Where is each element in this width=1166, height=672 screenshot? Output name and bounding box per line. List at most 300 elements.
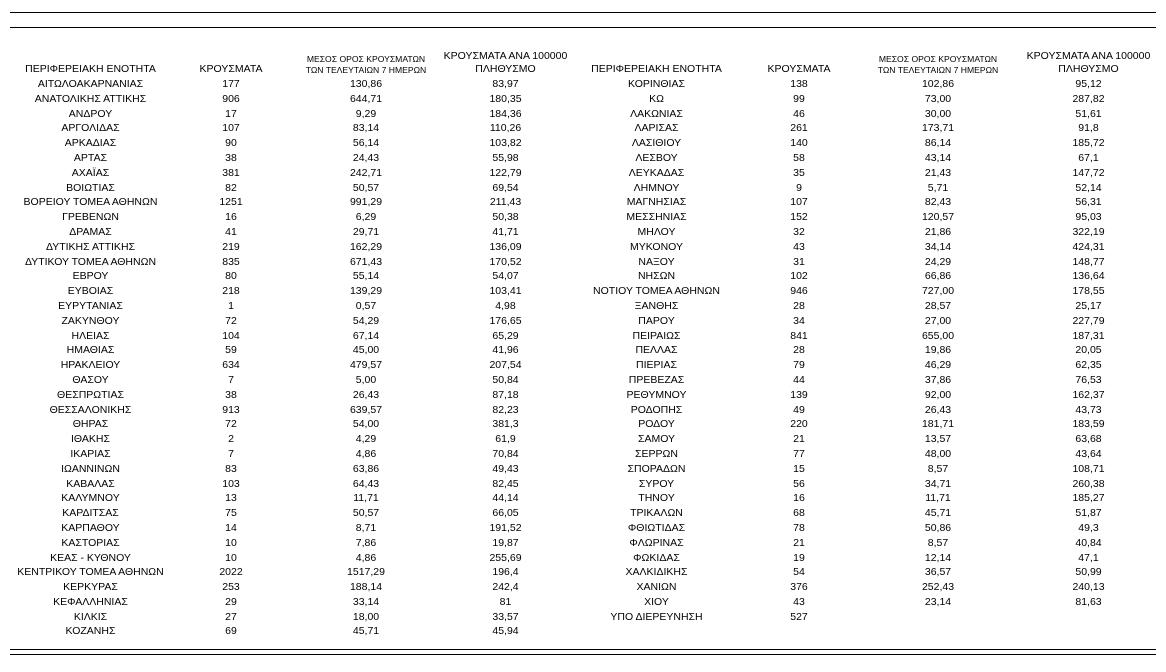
right-cases: 28 bbox=[793, 299, 805, 312]
left-avg7: 8,71 bbox=[355, 521, 377, 534]
right-per100k: 108,71 bbox=[1072, 462, 1105, 475]
right-avg7: 24,29 bbox=[924, 255, 952, 268]
left-avg7: 4,29 bbox=[355, 433, 377, 446]
right-per100k: 50,99 bbox=[1075, 566, 1102, 579]
left-cases: 90 bbox=[225, 137, 237, 150]
left-region-name: ΚΑΡΠΑΘΟΥ bbox=[61, 521, 120, 534]
left-avg7: 639,57 bbox=[349, 403, 383, 416]
left-avg7: 18,00 bbox=[352, 610, 380, 623]
left-region-name: ΙΚΑΡΙΑΣ bbox=[70, 447, 111, 460]
right-region-name: ΠΙΕΡΙΑΣ bbox=[636, 359, 677, 372]
table-row bbox=[10, 210, 1156, 225]
right-cases: 58 bbox=[793, 151, 805, 164]
table-row bbox=[10, 373, 1156, 388]
header-per100k-right-line1: ΚΡΟΥΣΜΑΤΑ ΑΝΑ 100000 bbox=[1026, 50, 1151, 62]
left-cases: 72 bbox=[225, 314, 237, 327]
header-per100k-left-line2: ΠΛΗΘΥΣΜΟ bbox=[475, 63, 536, 75]
left-cases: 69 bbox=[225, 625, 237, 638]
right-avg7: 21,43 bbox=[924, 166, 952, 179]
left-region-name: ΒΟΡΕΙΟΥ ΤΟΜΕΑ ΑΘΗΝΩΝ bbox=[23, 196, 158, 209]
left-per100k: 184,36 bbox=[489, 107, 522, 120]
right-region-name: ΡΕΘΥΜΝΟΥ bbox=[626, 388, 687, 401]
left-cases: 7 bbox=[228, 373, 234, 386]
right-per100k: 43,73 bbox=[1075, 403, 1102, 416]
left-region-name: ΘΑΣΟΥ bbox=[72, 373, 109, 386]
left-cases: 177 bbox=[222, 78, 240, 90]
table-row bbox=[10, 299, 1156, 314]
right-region-name: ΣΠΟΡΑΔΩΝ bbox=[627, 462, 686, 475]
top-rule-lower bbox=[10, 27, 1156, 28]
table-row bbox=[10, 166, 1156, 181]
table-row bbox=[10, 417, 1156, 432]
right-cases: 68 bbox=[793, 507, 805, 520]
left-avg7: 63,86 bbox=[352, 462, 380, 475]
left-avg7: 50,57 bbox=[352, 507, 380, 520]
right-avg7 bbox=[855, 610, 1021, 625]
header-region-right: ΠΕΡΙΦΕΡΕΙΑΚΗ ΕΝΟΤΗΤΑ bbox=[591, 63, 722, 75]
table-row bbox=[10, 195, 1156, 210]
right-per100k: 62,35 bbox=[1075, 359, 1102, 372]
left-cases: 83 bbox=[225, 462, 237, 475]
left-per100k: 19,87 bbox=[492, 536, 519, 549]
right-cases: 138 bbox=[790, 78, 808, 90]
left-per100k: 83,97 bbox=[492, 78, 519, 90]
left-region-name: ΚΑΛΥΜΝΟΥ bbox=[61, 492, 120, 505]
right-avg7: 8,57 bbox=[927, 462, 949, 475]
header-avg7-left-line2: ΤΩΝ ΤΕΛΕΥΤΑΙΩΝ 7 ΗΜΕΡΩΝ bbox=[305, 65, 427, 75]
right-per100k: 95,12 bbox=[1075, 78, 1102, 90]
left-per100k: 176,65 bbox=[489, 314, 522, 327]
header-cases-right: ΚΡΟΥΣΜΑΤΑ bbox=[767, 63, 831, 75]
table-row bbox=[10, 610, 1156, 625]
header-row bbox=[10, 50, 1156, 77]
right-region-name: ΚΩ bbox=[649, 92, 664, 105]
left-avg7: 11,71 bbox=[353, 492, 379, 505]
left-cases: 82 bbox=[225, 181, 237, 194]
right-per100k bbox=[1021, 624, 1156, 639]
table-row bbox=[10, 432, 1156, 447]
header-per100k-right bbox=[1021, 50, 1156, 77]
right-region-name: ΜΑΓΝΗΣΙΑΣ bbox=[626, 196, 687, 209]
right-region-name: ΤΡΙΚΑΛΩΝ bbox=[630, 507, 683, 520]
left-cases: 72 bbox=[225, 418, 237, 431]
right-avg7: 82,43 bbox=[924, 196, 952, 209]
left-avg7: 162,29 bbox=[349, 240, 383, 253]
left-region-name: ΔΥΤΙΚΟΥ ΤΟΜΕΑ ΑΘΗΝΩΝ bbox=[24, 255, 157, 268]
left-region-name: ΙΩΑΝΝΙΝΩΝ bbox=[61, 462, 120, 475]
right-per100k: 148,77 bbox=[1072, 255, 1105, 268]
right-region-name: ΝΟΤΙΟΥ ΤΟΜΕΑ ΑΘΗΝΩΝ bbox=[593, 285, 720, 298]
right-avg7: 50,86 bbox=[924, 521, 952, 534]
table-row bbox=[10, 462, 1156, 477]
left-cases: 103 bbox=[222, 477, 240, 490]
bottom-rule-upper bbox=[10, 649, 1156, 650]
left-cases: 906 bbox=[222, 92, 240, 105]
left-per100k: 170,52 bbox=[489, 255, 522, 268]
table-row bbox=[10, 181, 1156, 196]
left-per100k: 103,41 bbox=[489, 285, 522, 298]
right-avg7: 37,86 bbox=[924, 373, 952, 386]
table-row bbox=[10, 107, 1156, 122]
right-region-name: ΝΗΣΩΝ bbox=[637, 270, 676, 283]
right-cases: 43 bbox=[793, 240, 805, 253]
table-row bbox=[10, 536, 1156, 551]
left-avg7: 26,43 bbox=[352, 388, 380, 401]
right-cases: 19 bbox=[793, 551, 805, 564]
table-row bbox=[10, 491, 1156, 506]
right-per100k: 76,53 bbox=[1075, 373, 1102, 386]
left-cases: 14 bbox=[225, 521, 237, 534]
left-cases: 218 bbox=[222, 285, 240, 298]
left-cases: 10 bbox=[225, 536, 237, 549]
left-avg7: 7,86 bbox=[355, 536, 377, 549]
left-avg7: 54,29 bbox=[352, 314, 380, 327]
left-avg7: 991,29 bbox=[349, 196, 383, 209]
right-region-name: ΦΩΚΙΔΑΣ bbox=[633, 551, 680, 564]
table-row bbox=[10, 240, 1156, 255]
right-avg7: 30,00 bbox=[924, 107, 952, 120]
right-per100k: 52,14 bbox=[1075, 181, 1102, 194]
right-region-name: ΚΟΡΙΝΘΙΑΣ bbox=[628, 78, 685, 90]
right-per100k: 260,38 bbox=[1072, 477, 1105, 490]
left-region-name: ΑΡΓΟΛΙΔΑΣ bbox=[61, 122, 120, 135]
right-cases: 49 bbox=[793, 403, 805, 416]
left-avg7: 5,00 bbox=[355, 373, 377, 386]
left-avg7: 479,57 bbox=[349, 359, 383, 372]
left-avg7: 644,71 bbox=[349, 92, 383, 105]
right-avg7: 23,14 bbox=[924, 595, 952, 608]
left-avg7: 242,71 bbox=[349, 166, 383, 179]
left-per100k: 50,38 bbox=[492, 211, 519, 224]
right-cases: 28 bbox=[793, 344, 805, 357]
right-cases: 44 bbox=[793, 373, 805, 386]
left-region-name: ΚΕΑΣ - ΚΥΘΝΟΥ bbox=[50, 551, 131, 564]
table-row bbox=[10, 624, 1156, 639]
right-avg7: 11,71 bbox=[925, 492, 951, 505]
header-region-left: ΠΕΡΙΦΕΡΕΙΑΚΗ ΕΝΟΤΗΤΑ bbox=[25, 63, 156, 75]
table-row bbox=[10, 255, 1156, 270]
right-region-name: ΦΘΙΩΤΙΔΑΣ bbox=[627, 521, 686, 534]
left-per100k: 81 bbox=[499, 595, 512, 608]
right-cases: 99 bbox=[793, 92, 805, 105]
left-per100k: 65,29 bbox=[492, 329, 519, 342]
top-rule-upper bbox=[10, 12, 1156, 13]
left-avg7: 64,43 bbox=[352, 477, 380, 490]
right-per100k: 185,72 bbox=[1072, 137, 1105, 150]
right-per100k: 424,31 bbox=[1072, 240, 1105, 253]
left-avg7: 55,14 bbox=[352, 270, 380, 283]
table-row bbox=[10, 358, 1156, 373]
left-region-name: ΔΥΤΙΚΗΣ ΑΤΤΙΚΗΣ bbox=[45, 240, 136, 253]
left-cases: 7 bbox=[228, 447, 234, 460]
left-per100k: 55,98 bbox=[492, 151, 519, 164]
right-per100k: 43,64 bbox=[1075, 447, 1102, 460]
left-avg7: 9,29 bbox=[355, 107, 377, 120]
right-avg7: 13,57 bbox=[924, 433, 952, 446]
left-per100k: 33,57 bbox=[492, 610, 519, 623]
table-row bbox=[10, 225, 1156, 240]
left-avg7: 33,14 bbox=[352, 595, 380, 608]
left-cases: 381 bbox=[222, 166, 240, 179]
left-per100k: 136,09 bbox=[489, 240, 522, 253]
left-region-name: ΑΝΔΡΟΥ bbox=[68, 107, 113, 120]
table-row bbox=[10, 551, 1156, 566]
left-cases: 16 bbox=[225, 211, 237, 224]
right-per100k: 187,31 bbox=[1072, 329, 1105, 342]
table-row bbox=[10, 314, 1156, 329]
right-per100k: 47,1 bbox=[1078, 551, 1099, 564]
right-avg7: 43,14 bbox=[924, 151, 952, 164]
right-region-name: ΛΕΣΒΟΥ bbox=[635, 151, 678, 164]
left-cases: 38 bbox=[225, 151, 237, 164]
left-avg7: 54,00 bbox=[352, 418, 380, 431]
right-avg7: 727,00 bbox=[921, 285, 955, 298]
header-avg7-right-line1: ΜΕΣΟΣ ΟΡΟΣ ΚΡΟΥΣΜΑΤΩΝ bbox=[878, 54, 998, 64]
left-region-name: ΖΑΚΥΝΘΟΥ bbox=[61, 314, 120, 327]
right-region-name: ΦΛΩΡΙΝΑΣ bbox=[629, 536, 684, 549]
right-cases: 21 bbox=[793, 433, 805, 446]
right-per100k: 227,79 bbox=[1072, 314, 1105, 327]
left-per100k: 69,54 bbox=[492, 181, 519, 194]
right-per100k bbox=[1021, 610, 1156, 625]
right-per100k: 56,31 bbox=[1075, 196, 1102, 209]
left-per100k: 196,4 bbox=[492, 566, 519, 579]
right-cases: 139 bbox=[790, 388, 808, 401]
left-cases: 59 bbox=[225, 344, 237, 357]
left-region-name: ΚΕΝΤΡΙΚΟΥ ΤΟΜΕΑ ΑΘΗΝΩΝ bbox=[17, 566, 164, 579]
right-per100k: 287,82 bbox=[1072, 92, 1105, 105]
left-cases: 75 bbox=[225, 507, 237, 520]
left-region-name: ΚΑΣΤΟΡΙΑΣ bbox=[61, 536, 120, 549]
left-cases: 107 bbox=[222, 122, 240, 135]
header-per100k-left-line1: ΚΡΟΥΣΜΑΤΑ ΑΝΑ 100000 bbox=[443, 50, 568, 62]
right-avg7: 27,00 bbox=[924, 314, 952, 327]
right-cases: 79 bbox=[793, 359, 805, 372]
right-cases: 152 bbox=[790, 211, 808, 224]
right-avg7: 48,00 bbox=[924, 447, 952, 460]
left-region-name: ΕΥΒΟΙΑΣ bbox=[67, 285, 114, 298]
left-cases: 27 bbox=[225, 610, 237, 623]
left-region-name: ΗΛΕΙΑΣ bbox=[71, 329, 110, 342]
right-cases: 77 bbox=[793, 447, 805, 460]
right-region-name: ΤΗΝΟΥ bbox=[638, 492, 675, 505]
table-row bbox=[10, 477, 1156, 492]
left-cases: 29 bbox=[225, 595, 237, 608]
right-region-name: ΧΑΝΙΩΝ bbox=[636, 581, 677, 594]
left-region-name: ΑΧΑΪΑΣ bbox=[71, 166, 110, 179]
bottom-rule-lower bbox=[10, 654, 1156, 655]
right-per100k: 178,55 bbox=[1072, 285, 1105, 298]
right-avg7 bbox=[855, 624, 1021, 639]
right-cases: 220 bbox=[790, 418, 808, 431]
right-avg7: 102,86 bbox=[921, 78, 955, 90]
right-cases: 140 bbox=[790, 137, 808, 150]
right-avg7: 36,57 bbox=[924, 566, 952, 579]
left-cases: 13 bbox=[225, 492, 237, 505]
right-region-name: ΛΕΥΚΑΔΑΣ bbox=[628, 166, 685, 179]
left-region-name: ΗΡΑΚΛΕΙΟΥ bbox=[60, 359, 121, 372]
left-per100k: 381,3 bbox=[492, 418, 519, 431]
table-row bbox=[10, 329, 1156, 344]
left-avg7: 1517,29 bbox=[347, 566, 385, 579]
right-avg7: 21,86 bbox=[924, 225, 952, 238]
left-cases: 17 bbox=[225, 107, 237, 120]
right-region-name: ΡΟΔΟΥ bbox=[638, 418, 675, 431]
left-per100k: 50,84 bbox=[492, 373, 519, 386]
left-per100k: 44,14 bbox=[492, 492, 519, 505]
right-cases: 376 bbox=[790, 581, 808, 594]
left-cases: 38 bbox=[225, 388, 237, 401]
left-per100k: 61,9 bbox=[495, 433, 516, 446]
right-avg7: 45,71 bbox=[924, 507, 952, 520]
right-cases: 16 bbox=[793, 492, 805, 505]
left-per100k: 242,4 bbox=[492, 581, 519, 594]
left-avg7: 24,43 bbox=[352, 151, 380, 164]
table-row bbox=[10, 595, 1156, 610]
right-per100k: 49,3 bbox=[1078, 521, 1099, 534]
left-per100k: 54,07 bbox=[492, 270, 519, 283]
left-avg7: 83,14 bbox=[352, 122, 380, 135]
right-per100k: 183,59 bbox=[1072, 418, 1105, 431]
left-region-name: ΚΟΖΑΝΗΣ bbox=[65, 625, 116, 638]
left-region-name: ΓΡΕΒΕΝΩΝ bbox=[62, 211, 119, 224]
left-cases: 913 bbox=[222, 403, 240, 416]
left-avg7: 67,14 bbox=[352, 329, 380, 342]
right-cases: 31 bbox=[793, 255, 805, 268]
header-per100k-right-line2: ΠΛΗΘΥΣΜΟ bbox=[1058, 63, 1119, 75]
right-cases: 56 bbox=[793, 477, 805, 490]
left-cases: 10 bbox=[225, 551, 237, 564]
right-avg7: 73,00 bbox=[924, 92, 952, 105]
right-avg7: 34,71 bbox=[924, 477, 952, 490]
left-region-name: ΘΕΣΠΡΩΤΙΑΣ bbox=[57, 388, 124, 401]
right-avg7: 46,29 bbox=[924, 359, 952, 372]
left-per100k: 103,82 bbox=[489, 137, 522, 150]
right-avg7: 26,43 bbox=[924, 403, 952, 416]
table-row bbox=[10, 506, 1156, 521]
right-cases: 21 bbox=[793, 536, 805, 549]
left-region-name: ΑΙΤΩΛΟΑΚΑΡΝΑΝΙΑΣ bbox=[37, 78, 144, 90]
left-avg7: 188,14 bbox=[349, 581, 383, 594]
left-cases: 1 bbox=[228, 299, 234, 312]
right-avg7: 173,71 bbox=[921, 122, 955, 135]
left-per100k: 41,71 bbox=[492, 225, 519, 238]
right-per100k: 25,17 bbox=[1075, 299, 1102, 312]
right-region-name: ΠΡΕΒΕΖΑΣ bbox=[628, 373, 685, 386]
header-avg7-right bbox=[855, 50, 1021, 77]
right-region-name: ΜΕΣΣΗΝΙΑΣ bbox=[626, 211, 687, 224]
right-region-name: ΣΑΜΟΥ bbox=[637, 433, 676, 446]
left-cases: 80 bbox=[225, 270, 237, 283]
header-cases-left: ΚΡΟΥΣΜΑΤΑ bbox=[199, 63, 263, 75]
right-avg7: 181,71 bbox=[921, 418, 955, 431]
right-region-name: ΠΕΛΛΑΣ bbox=[635, 344, 678, 357]
left-cases: 634 bbox=[222, 359, 240, 372]
left-per100k: 4,98 bbox=[495, 299, 516, 312]
right-per100k: 322,19 bbox=[1072, 225, 1105, 238]
right-cases: 32 bbox=[793, 225, 805, 238]
table-row bbox=[10, 269, 1156, 284]
right-cases: 34 bbox=[793, 314, 805, 327]
left-per100k: 122,79 bbox=[489, 166, 522, 179]
right-per100k: 63,68 bbox=[1075, 433, 1102, 446]
right-per100k: 20,05 bbox=[1075, 344, 1102, 357]
header-avg7-right-line2: ΤΩΝ ΤΕΛΕΥΤΑΙΩΝ 7 ΗΜΕΡΩΝ bbox=[877, 65, 999, 75]
left-cases: 219 bbox=[222, 240, 240, 253]
left-avg7: 6,29 bbox=[355, 211, 377, 224]
left-per100k: 191,52 bbox=[489, 521, 522, 534]
regional-cases-table bbox=[10, 50, 1156, 639]
left-avg7: 29,71 bbox=[352, 225, 380, 238]
right-avg7: 252,43 bbox=[921, 581, 955, 594]
right-per100k: 51,61 bbox=[1075, 107, 1102, 120]
table-row bbox=[10, 403, 1156, 418]
left-cases: 2022 bbox=[219, 566, 243, 579]
right-avg7: 34,14 bbox=[924, 240, 952, 253]
right-cases: 46 bbox=[793, 107, 805, 120]
left-region-name: ΚΑΒΑΛΑΣ bbox=[66, 477, 115, 490]
right-cases: 35 bbox=[793, 166, 805, 179]
right-avg7: 12,14 bbox=[924, 551, 952, 564]
header-per100k-left bbox=[441, 50, 570, 77]
left-region-name: ΚΙΛΚΙΣ bbox=[73, 610, 108, 623]
right-cases bbox=[743, 624, 855, 639]
table-row bbox=[10, 136, 1156, 151]
left-region-name: ΑΡΤΑΣ bbox=[73, 151, 108, 164]
table-row bbox=[10, 284, 1156, 299]
right-region-name: ΛΑΚΩΝΙΑΣ bbox=[630, 107, 683, 120]
left-region-name: ΘΗΡΑΣ bbox=[72, 418, 109, 431]
table-row bbox=[10, 77, 1156, 92]
right-cases: 9 bbox=[796, 181, 802, 194]
left-region-name: ΚΕΦΑΛΛΗΝΙΑΣ bbox=[53, 595, 128, 608]
left-avg7: 130,86 bbox=[349, 78, 383, 90]
left-avg7: 671,43 bbox=[349, 255, 383, 268]
table-body bbox=[10, 77, 1156, 639]
left-avg7: 56,14 bbox=[352, 137, 380, 150]
right-cases: 54 bbox=[793, 566, 805, 579]
right-region-name: ΛΑΡΙΣΑΣ bbox=[634, 122, 679, 135]
left-avg7: 0,57 bbox=[355, 299, 377, 312]
right-cases: 102 bbox=[790, 270, 808, 283]
left-per100k: 82,23 bbox=[492, 403, 519, 416]
left-cases: 1251 bbox=[219, 196, 243, 209]
left-region-name: ΕΒΡΟΥ bbox=[72, 270, 109, 283]
left-per100k: 207,54 bbox=[489, 359, 522, 372]
right-avg7: 120,57 bbox=[921, 211, 955, 224]
right-avg7: 28,57 bbox=[924, 299, 952, 312]
right-avg7: 92,00 bbox=[924, 388, 952, 401]
right-region-name: ΠΕΙΡΑΙΩΣ bbox=[632, 329, 681, 342]
right-cases: 43 bbox=[793, 595, 805, 608]
left-region-name: ΕΥΡΥΤΑΝΙΑΣ bbox=[58, 299, 123, 312]
left-per100k: 49,43 bbox=[492, 462, 519, 475]
table-row bbox=[10, 447, 1156, 462]
right-per100k: 51,87 bbox=[1075, 507, 1102, 520]
table-row bbox=[10, 580, 1156, 595]
right-cases: 15 bbox=[793, 462, 805, 475]
table-row bbox=[10, 151, 1156, 166]
left-cases: 41 bbox=[225, 225, 237, 238]
right-avg7: 655,00 bbox=[921, 329, 955, 342]
left-per100k: 255,69 bbox=[489, 551, 522, 564]
right-region-name: ΡΟΔΟΠΗΣ bbox=[630, 403, 683, 416]
right-region-name: ΧΙΟΥ bbox=[644, 595, 669, 608]
left-avg7: 4,86 bbox=[355, 551, 377, 564]
right-cases: 107 bbox=[790, 196, 808, 209]
header-avg7-left-line1: ΜΕΣΟΣ ΟΡΟΣ ΚΡΟΥΣΜΑΤΩΝ bbox=[306, 54, 426, 64]
right-cases: 946 bbox=[790, 285, 808, 298]
